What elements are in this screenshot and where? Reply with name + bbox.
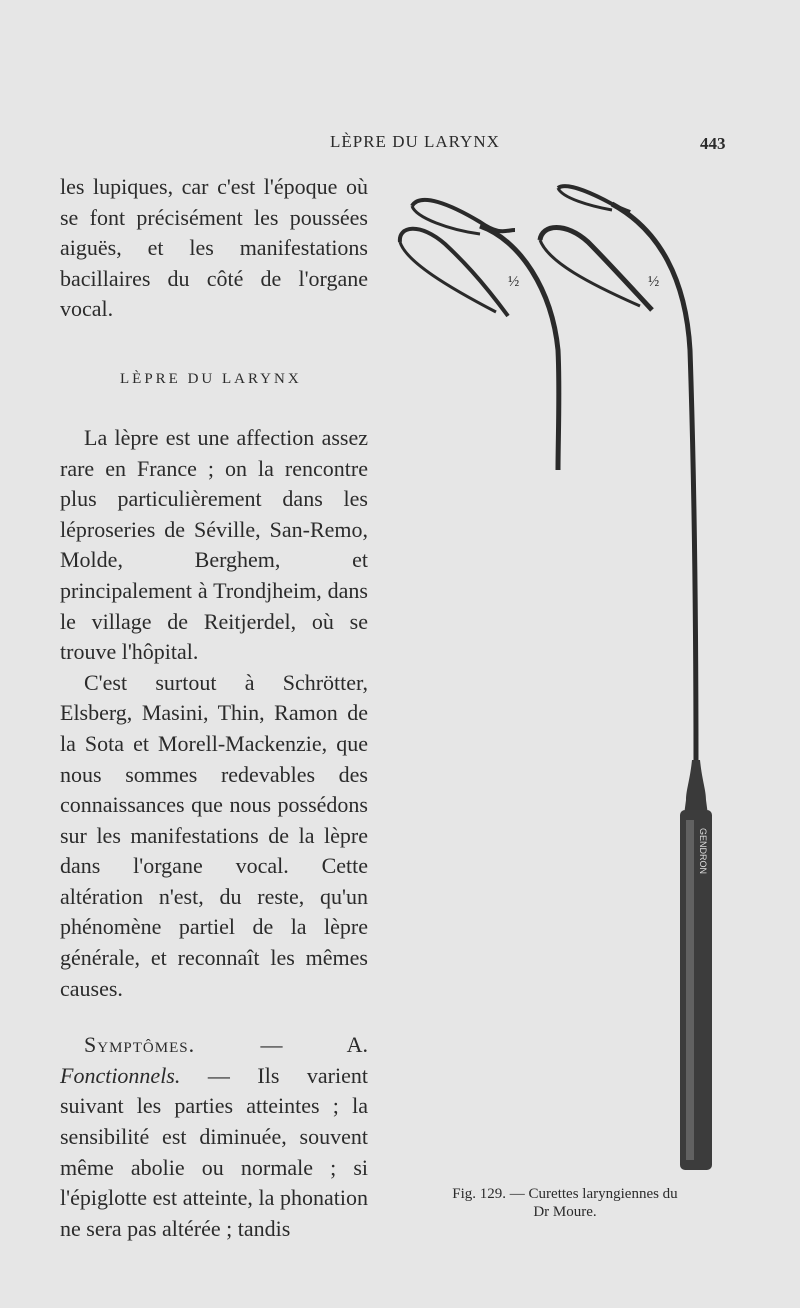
handle-maker-mark: GENDRON: [698, 828, 708, 875]
caption-line-1: Fig. 129. — Curettes laryngiennes du: [452, 1186, 678, 1202]
running-head: [0, 132, 800, 156]
curettes-illustration: [390, 170, 750, 1180]
symptoms-label: Symptômes.: [84, 1032, 196, 1058]
symptoms-dash: — A.: [195, 1032, 368, 1058]
intro-paragraph: les lupiques, car c'est l'époque où se font précisément les poussées aiguës, et les manifestations bacillaires du côté de l'organe vocal.: [60, 174, 368, 322]
section-heading: LÈPRE DU LARYNX: [120, 370, 302, 387]
symptoms-text: — Ils varient suivant les parties atteintes ; la sensibilité est diminuée, souvent même abolie ou normale ; si l'épiglotte est atteinte, la phonation ne sera pas altérée ; tandis: [60, 1062, 368, 1241]
page-number: 443: [700, 134, 726, 153]
scale-label-long: ½: [648, 274, 660, 290]
scale-label-small: ½: [508, 274, 520, 290]
small-curette: [400, 200, 559, 470]
text-column: [60, 172, 368, 1244]
paragraph-2: C'est surtout à Schrötter, Elsberg, Masini, Thin, Ramon de la Sota et Morell-Mackenzie, que nous sommes redevables des connaissances que nous possédons sur les manifestations de la lèpre dans l'organe vocal. Cette altération n'est, du reste, qu'un phénomène partiel de la lèpre générale, et reconnaît les mêmes causes.: [60, 669, 368, 1001]
curette-handle: [680, 760, 712, 1170]
long-curette: [540, 186, 696, 770]
symptoms-paragraph: [60, 1030, 368, 1244]
caption-line-2: Dr Moure.: [533, 1204, 597, 1220]
figure-caption: [395, 1185, 735, 1221]
paragraph-1: La lèpre est une affection assez rare en France ; on la rencontre plus particulièrement dans les léproseries de Séville, San-Remo, Molde, Berghem, et principalement à Trondjheim, dans le village de Reitjerdel, où se trouve l'hôpital.: [60, 424, 368, 665]
symptoms-italic: Fonctionnels.: [60, 1062, 181, 1088]
running-title: LÈPRE DU LARYNX: [330, 132, 500, 151]
figure-curettes: [390, 170, 750, 1180]
